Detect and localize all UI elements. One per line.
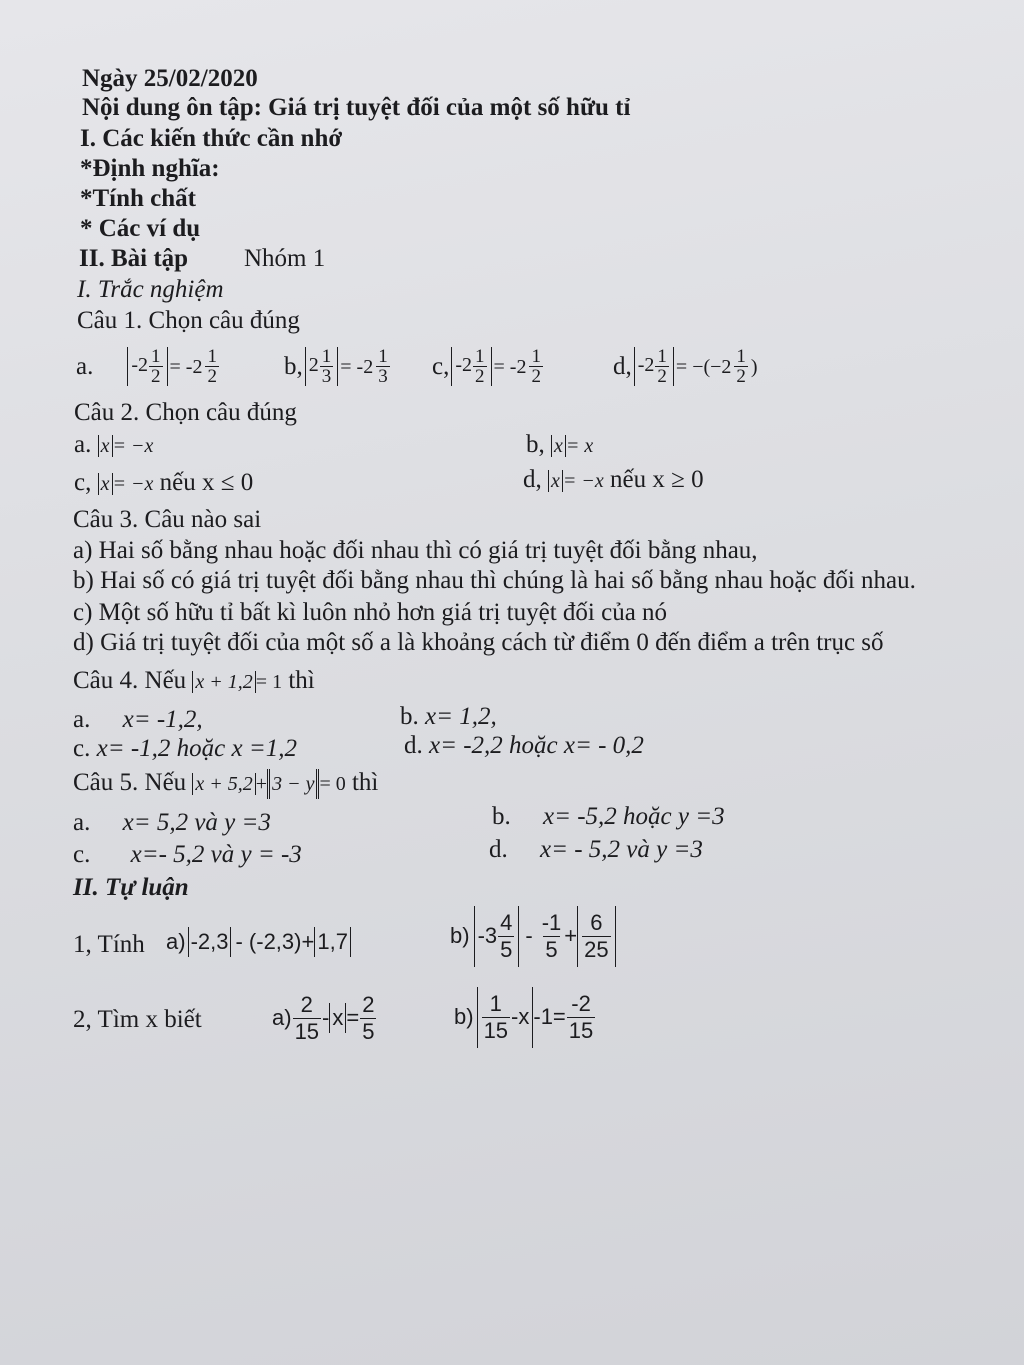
topic-line: Nội dung ôn tập: Giá trị tuyệt đối của một số hữu tỉ <box>82 94 631 121</box>
q1-d-rhs: = −(−2 <box>675 355 732 378</box>
q2-title: Câu 2. Chọn câu đúng <box>74 399 297 426</box>
q5-a-label: a. <box>73 809 91 836</box>
task2b-abs: $\frac{1}{15}$ -x <box>477 987 534 1048</box>
q4-d-text: x= -2,2 hoặc x= - 0,2 <box>429 732 644 759</box>
task1-label: 1, Tính <box>73 931 145 958</box>
q4-c-label: c. <box>73 735 91 762</box>
essay-heading: II. Tự luận <box>73 874 189 901</box>
q5-plus: + <box>255 773 268 795</box>
q5-d-label: d. <box>489 836 508 863</box>
q2-d-label: d, <box>523 466 542 493</box>
q5-a-text: x= 5,2 và y =3 <box>122 809 271 836</box>
task2b-frac-right: $\frac{-2}{15}$ <box>568 990 594 1043</box>
q1-d-abs: -2 $\frac{1}{2}$ <box>634 347 674 386</box>
q1-b-abs: 2 $\frac{1}{3}$ <box>305 347 339 386</box>
examples-line: * Các ví dụ <box>80 215 201 242</box>
q1-a-rhs: = -2 <box>169 355 203 378</box>
task2a-equation <box>272 986 377 1050</box>
q2-a-abs: x <box>98 435 113 457</box>
task1a-abs2: 1,7 <box>314 927 351 957</box>
q2-b-expr: = x <box>565 435 594 457</box>
task1b-expression <box>450 898 616 974</box>
task2a-frac-left: $\frac{2}{15}$ <box>294 991 320 1044</box>
task2b-label: b) <box>454 1004 474 1029</box>
q3-title: Câu 3. Câu nào sai <box>73 506 262 533</box>
q1-option-a <box>76 347 220 386</box>
q2-c-cond: nếu x ≤ 0 <box>159 469 254 496</box>
property-line: *Tính chất <box>80 185 197 212</box>
q4-eq: = 1 <box>255 671 283 693</box>
q5-title <box>73 768 378 799</box>
section-exercises: II. Bài tập <box>79 245 189 272</box>
task2b-equation <box>454 984 596 1050</box>
q2-b-abs: x <box>551 435 566 457</box>
q1-option-b <box>284 347 391 386</box>
task2a-label: a) <box>272 1005 292 1030</box>
q2-a-label: a. <box>74 431 92 458</box>
task1b-frac: $\frac{-1}{5}$ <box>541 909 562 962</box>
q1-c-frac: $\frac{1}{2}$ <box>531 346 541 387</box>
q2-option-a <box>74 430 153 461</box>
q3-statement-a: a) Hai số bằng nhau hoặc đối nhau thì có giá trị tuyệt đối bằng nhau, <box>73 537 758 564</box>
q4-abs-expr: x + 1,2 <box>192 671 255 693</box>
task1a-label: a) <box>166 929 186 954</box>
q5-eq: = 0 <box>319 773 346 795</box>
q5-option-c <box>73 840 302 870</box>
q1-c-rhs: = -2 <box>493 355 527 378</box>
q2-option-c <box>74 468 253 499</box>
q4-option-d <box>404 731 644 761</box>
group-label: Nhóm 1 <box>244 245 326 272</box>
task1a-abs1: -2,3 <box>188 927 232 957</box>
q5-option-b <box>492 802 725 832</box>
q4-b-label: b. <box>400 703 419 730</box>
q2-option-d <box>523 465 704 496</box>
task1b-plus: + <box>564 923 578 948</box>
q1-option-c <box>432 347 544 386</box>
q1-b-frac: $\frac{1}{3}$ <box>378 346 388 387</box>
q3-statement-c: c) Một số hữu tỉ bất kì luôn nhỏ hơn giá trị tuyệt đối của nó <box>73 599 668 626</box>
q4-title <box>73 666 315 697</box>
q5-c-label: c. <box>73 841 91 868</box>
q2-d-abs: x <box>548 470 563 492</box>
q5-c-text: x=- 5,2 và y = -3 <box>130 841 302 868</box>
q5-option-d <box>489 835 703 865</box>
section-knowledge: I. Các kiến thức cần nhớ <box>80 125 343 152</box>
q5-title-pre: Câu 5. Nếu <box>73 769 187 796</box>
q5-b-label: b. <box>492 803 511 830</box>
q5-abs1: x + 5,2 <box>192 773 255 795</box>
q1-a-abs: -2 $\frac{1}{2}$ <box>127 347 167 386</box>
q1-title: Câu 1. Chọn câu đúng <box>77 307 300 334</box>
q3-statement-d: d) Giá trị tuyệt đối của một số a là khoảng cách từ điểm 0 đến điểm a trên trục số <box>73 629 884 656</box>
q4-title-pre: Câu 4. Nếu <box>73 667 187 694</box>
q1-b-label: b, <box>284 352 303 380</box>
q1-c-abs: -2 $\frac{1}{2}$ <box>451 347 491 386</box>
q2-d-cond: nếu x ≥ 0 <box>610 466 704 493</box>
task1b-abs2: $\frac{6}{25}$ <box>577 906 615 967</box>
q1-d-close: ) <box>750 355 758 378</box>
q4-b-text: x= 1,2, <box>425 703 497 730</box>
q1-a-label: a. <box>76 352 94 380</box>
q5-option-a <box>73 808 271 838</box>
q1-option-d <box>613 347 758 386</box>
q3-statement-b: b) Hai số có giá trị tuyệt đối bằng nhau thì chúng là hai số bằng nhau hoặc đối nhau. <box>73 567 916 594</box>
q2-a-expr: = −x <box>112 435 154 457</box>
q5-b-text: x= -5,2 hoặc y =3 <box>543 803 725 830</box>
task1b-label: b) <box>450 923 470 948</box>
q1-c-label: c, <box>432 352 450 380</box>
q1-d-frac: $\frac{1}{2}$ <box>736 346 746 387</box>
q2-option-b <box>526 430 593 461</box>
q4-option-c <box>73 734 297 764</box>
q2-d-expr: = −x <box>562 470 604 492</box>
task2a-minus: - <box>322 1005 330 1030</box>
q2-c-abs: x <box>98 473 113 495</box>
q2-c-label: c, <box>74 469 92 496</box>
q2-b-label: b, <box>526 431 545 458</box>
date-line: Ngày 25/02/2020 <box>82 65 258 92</box>
q1-a-frac: $\frac{1}{2}$ <box>207 346 217 387</box>
task2a-eq: = <box>346 1005 360 1030</box>
q5-title-post: thì <box>351 769 379 796</box>
q4-title-post: thì <box>288 667 315 694</box>
q1-d-label: d, <box>613 352 632 380</box>
q4-d-label: d. <box>404 732 423 759</box>
q2-c-expr: = −x <box>112 473 154 495</box>
task1a-mid: - (-2,3)+ <box>235 929 315 954</box>
q5-abs2: 3 − y <box>267 769 319 799</box>
q4-a-label: a. <box>73 706 91 733</box>
task2a-frac-right: $\frac{2}{5}$ <box>362 991 375 1044</box>
q1-b-rhs: = -2 <box>340 355 374 378</box>
q4-option-b <box>400 702 497 732</box>
task2b-minus1: -1= <box>533 1004 566 1029</box>
mcq-heading: I. Trắc nghiệm <box>77 276 224 303</box>
task1b-minus: - <box>525 923 533 948</box>
q4-c-text: x= -1,2 hoặc x =1,2 <box>96 735 297 762</box>
q5-d-text: x= - 5,2 và y =3 <box>540 836 703 863</box>
task2a-abs-x: x <box>329 1003 346 1033</box>
q4-option-a <box>73 705 203 735</box>
q4-a-text: x= -1,2, <box>122 706 203 733</box>
task1a-expression <box>166 912 351 972</box>
task2-label: 2, Tìm x biết <box>73 1006 202 1033</box>
definition-line: *Định nghĩa: <box>80 155 220 182</box>
task1b-abs1: -3 $\frac{4}{5}$ <box>474 906 520 967</box>
